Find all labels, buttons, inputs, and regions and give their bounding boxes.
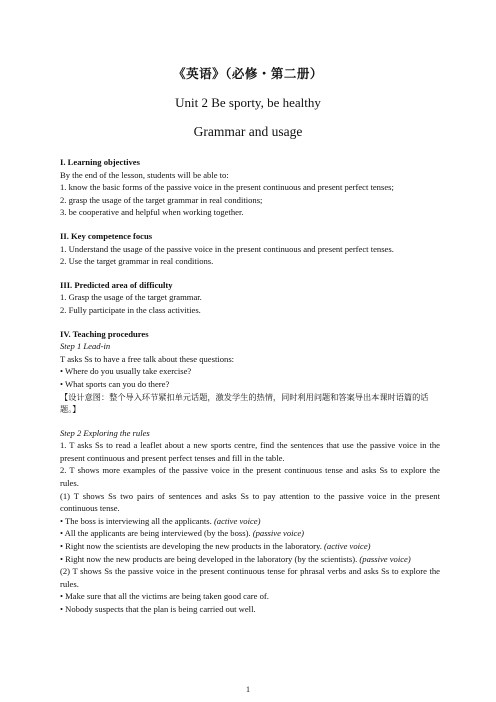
step2-paragraph: (2) T shows Ss the passive voice in the present continuous tense for phrasal verbs and asks Ss to explore the rules.: [60, 566, 440, 589]
voice-tag: (active voice): [213, 515, 261, 526]
objectives-intro: By the end of the lesson, students will be able to:: [60, 169, 229, 180]
difficulty-item: 2. Fully participate in the class activities.: [60, 304, 201, 315]
example-sentence: • Right now the new products are being developed in the laboratory (by the scientists). (passive voice): [60, 553, 411, 564]
step1-intro: T asks Ss to have a free talk about these questions:: [60, 353, 235, 364]
competence-item: 1. Understand the usage of the passive voice in the present continuous and present perfect tenses.: [60, 243, 394, 254]
voice-tag: (passive voice): [359, 553, 411, 564]
difficulty-heading: III. Predicted area of difficulty: [60, 279, 173, 290]
objective-item: 1. know the basic forms of the passive voice in the present continuous and present perfect tenses;: [60, 182, 394, 193]
difficulty-item: 1. Grasp the usage of the target grammar.: [60, 292, 202, 303]
example-sentence: • Nobody suspects that the plan is being carried out well.: [60, 604, 256, 614]
example-sentence: • Make sure that all the victims are being taken good care of.: [60, 591, 269, 602]
voice-tag: (active voice): [324, 541, 371, 552]
competence-item: 2. Use the target grammar in real conditions.: [60, 256, 214, 267]
design-note: 【设计意图：整个导入环节紧扣单元话题，激发学生的热情，同时利用问题和答案导出本课时语篇的话题。】: [60, 391, 429, 415]
objectives-heading: I. Learning objectives: [60, 157, 140, 167]
step2-paragraph: 2. T shows more examples of the passive voice in the present continuous tense and asks Ss to explore the rules.: [60, 465, 440, 489]
competence-heading: II. Key competence focus: [60, 230, 153, 241]
step2-paragraph: (1) T shows Ss two pairs of sentences and asks Ss to pay attention to the passive voice in the present continuous tense.: [60, 490, 440, 514]
document-body: [60, 156, 440, 616]
step2-paragraph: 1. T asks Ss to read a leaflet about a new sports centre, find the sentences that use the passive voice in the present continuous and present perfect tenses and fill in the table.: [60, 440, 440, 463]
section-title: Grammar and usage: [193, 124, 303, 139]
example-sentence: • All the applicants are being interviewed (by the boss). (passive voice): [60, 528, 305, 539]
step2-title: Step 2 Exploring the rules: [60, 427, 150, 438]
step1-title: Step 1 Lead-in: [60, 341, 111, 352]
page-number: 1: [246, 685, 250, 694]
example-sentence: • Right now the scientists are developing the new products in the laboratory. (active voice): [60, 541, 371, 552]
procedures-heading: IV. Teaching procedures: [60, 328, 149, 339]
book-title: 《英语》（必修・第二册）: [173, 66, 323, 81]
example-sentence: • The boss is interviewing all the applicants. (active voice): [60, 515, 261, 526]
voice-tag: (passive voice): [252, 528, 305, 539]
unit-title: Unit 2 Be sporty, be healthy: [175, 95, 321, 110]
objective-item: 2. grasp the usage of the target grammar in real conditions;: [60, 194, 263, 205]
objective-item: 3. be cooperative and helpful when working together.: [60, 207, 244, 218]
step1-question: • What sports can you do there?: [60, 378, 170, 389]
step1-question: • Where do you usually take exercise?: [60, 366, 192, 377]
